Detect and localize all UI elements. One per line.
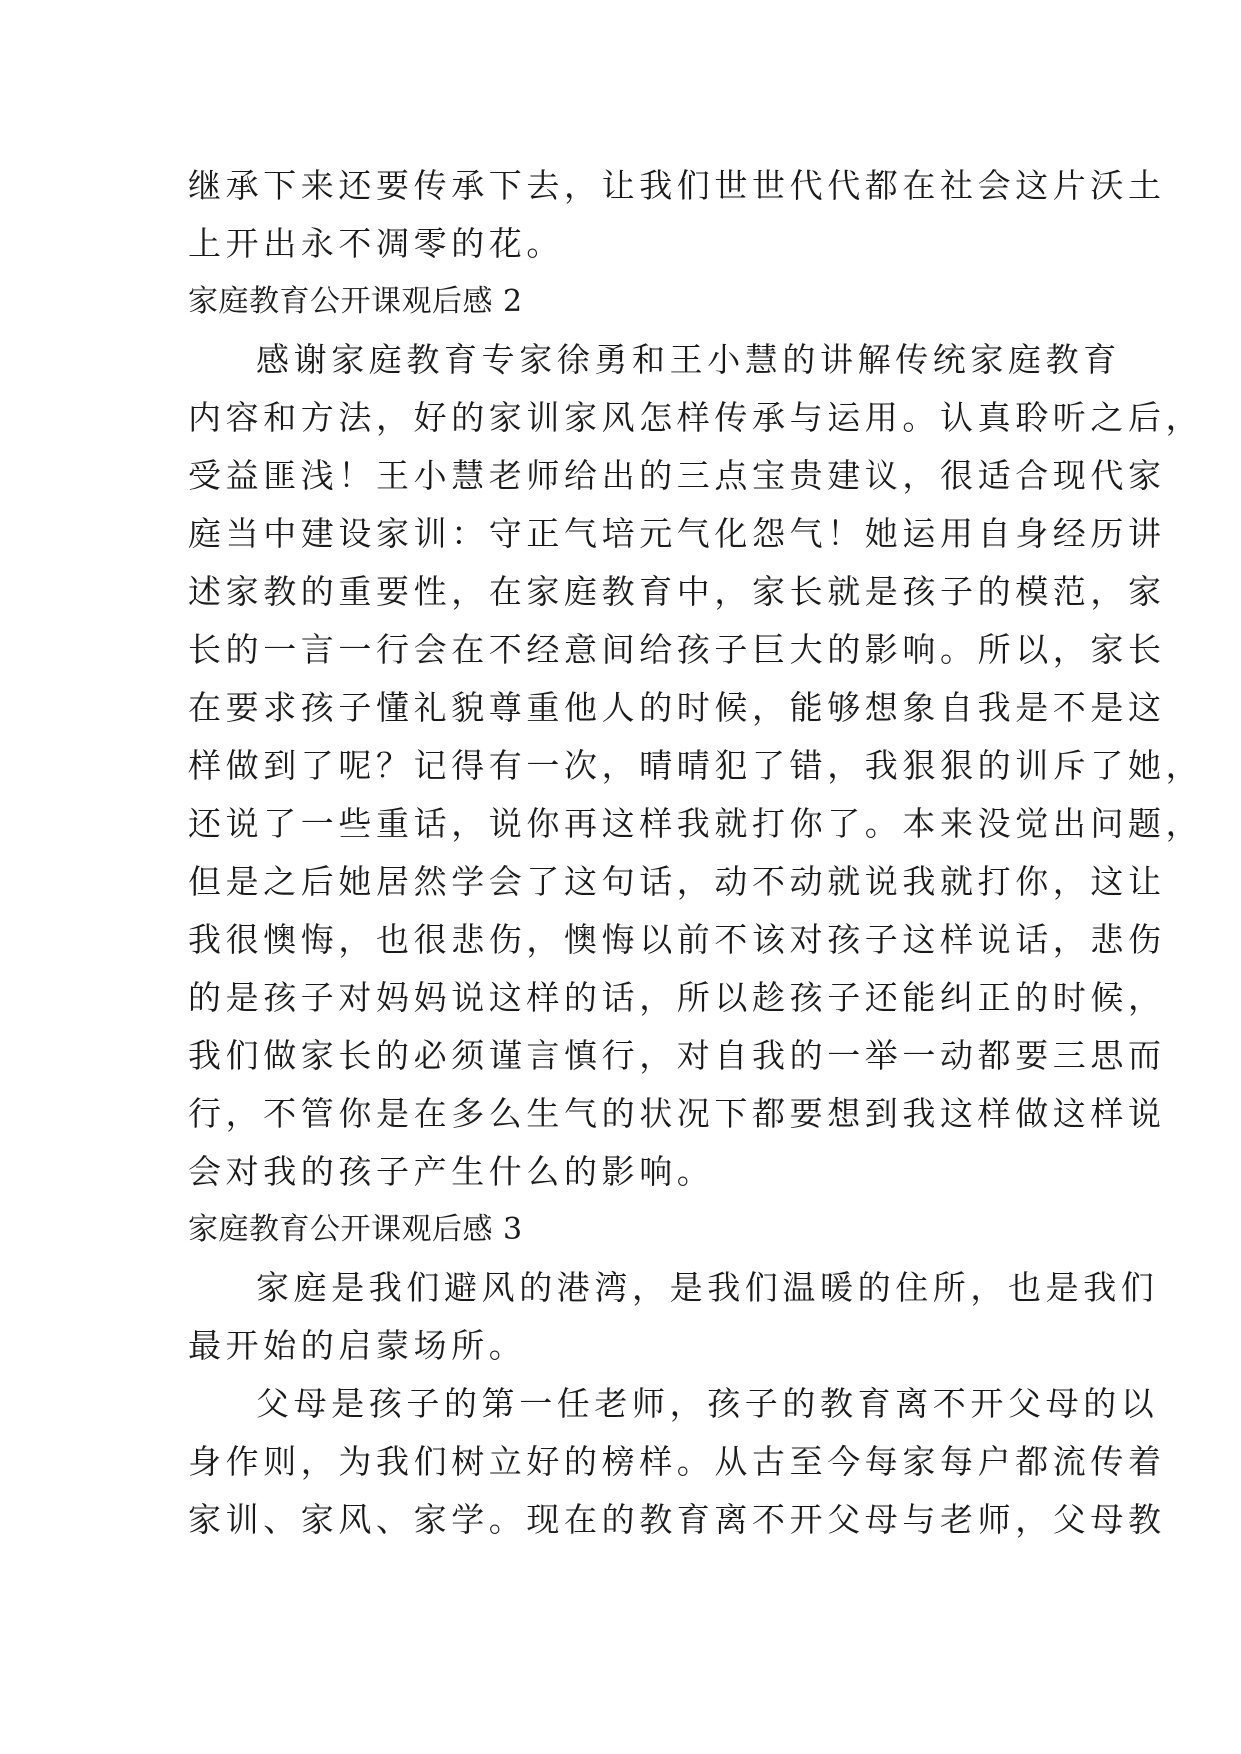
text-line: 在要求孩子懂礼貌尊重他人的时候，能够想象自我是不是这	[188, 688, 1166, 727]
text-line: 但是之后她居然学会了这句话，动不动就说我就打你，这让	[188, 862, 1166, 901]
text-line: 我很懊悔，也很悲伤，懊悔以前不该对孩子这样说话，悲伤	[188, 920, 1166, 959]
text-line: 会对我的孩子产生什么的影响。	[188, 1152, 715, 1191]
text-line: 受益匪浅！王小慧老师给出的三点宝贵建议，很适合现代家	[188, 456, 1166, 495]
text-line: 上开出永不凋零的花。	[188, 224, 564, 263]
text-line: 庭当中建设家训：守正气培元气化怨气！她运用自身经历讲	[188, 514, 1166, 553]
paragraph-first-line: 父母是孩子的第一任老师，孩子的教育离不开父母的以	[256, 1384, 1159, 1423]
text-line: 继承下来还要传承下去，让我们世世代代都在社会这片沃土	[188, 166, 1166, 205]
text-line: 身作则，为我们树立好的榜样。从古至今每家每户都流传着	[188, 1442, 1166, 1481]
text-line: 长的一言一行会在不经意间给孩子巨大的影响。所以，家长	[188, 630, 1166, 669]
text-line: 行，不管你是在多么生气的状况下都要想到我这样做这样说	[188, 1094, 1166, 1133]
text-line: 述家教的重要性，在家庭教育中，家长就是孩子的模范，家	[188, 572, 1166, 611]
text-line: 的是孩子对妈妈说这样的话，所以趁孩子还能纠正的时候，	[188, 978, 1166, 1017]
section-heading: 家庭教育公开课观后感 2	[188, 284, 523, 319]
text-line: 还说了一些重话，说你再这样我就打你了。本来没觉出问题，	[188, 804, 1204, 843]
text-line: 样做到了呢？记得有一次，晴晴犯了错，我狠狠的训斥了她，	[188, 746, 1204, 785]
section-heading: 家庭教育公开课观后感 3	[188, 1212, 523, 1247]
text-line: 家训、家风、家学。现在的教育离不开父母与老师，父母教	[188, 1500, 1166, 1539]
text-line: 我们做家长的必须谨言慎行，对自我的一举一动都要三思而	[188, 1036, 1166, 1075]
text-line: 最开始的启蒙场所。	[188, 1326, 527, 1365]
text-line: 内容和方法，好的家训家风怎样传承与运用。认真聆听之后，	[188, 398, 1204, 437]
paragraph-first-line: 感谢家庭教育专家徐勇和王小慧的讲解传统家庭教育	[256, 340, 1121, 379]
paragraph-first-line: 家庭是我们避风的港湾，是我们温暖的住所，也是我们	[256, 1268, 1159, 1307]
